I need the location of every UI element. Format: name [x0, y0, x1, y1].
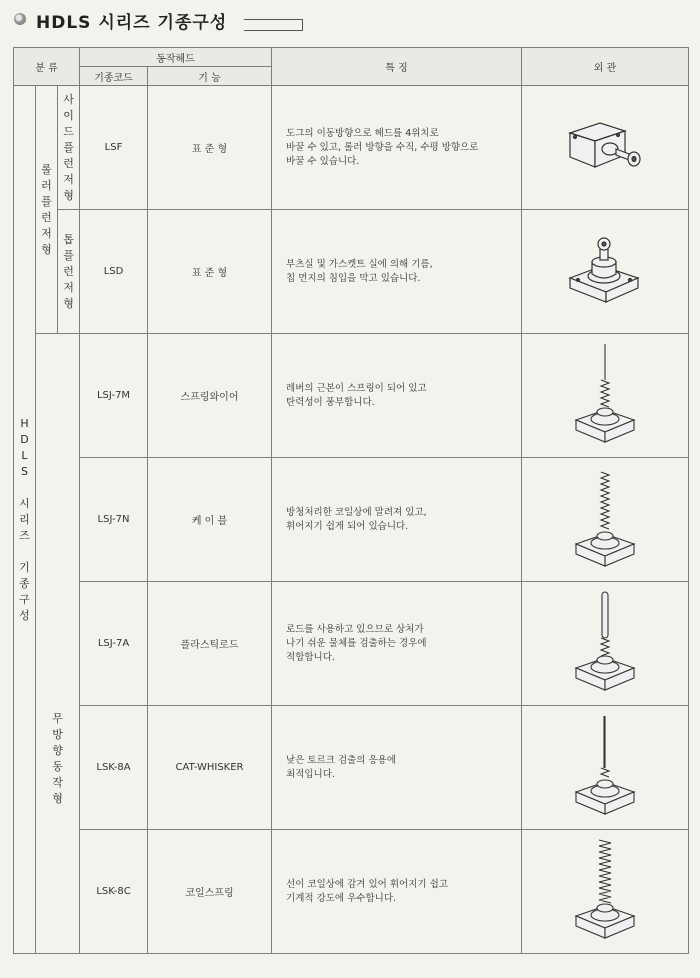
appearance-lsj-7m	[522, 334, 689, 458]
title-area	[14, 8, 304, 38]
features-lsj-7n: 방청처리한 코일상에 말려져 있고, 휘어지기 쉽게 되어 있습니다.	[272, 458, 522, 582]
function-lsj-7a: 플라스틱로드	[148, 582, 272, 706]
top-plunger-switch-icon	[560, 232, 650, 312]
features-lsj-7a: 로드를 사용하고 있으므로 상처가 나기 쉬운 물체를 검출하는 경우에 적합합니다.	[272, 582, 522, 706]
function-lsf: 표 준 형	[148, 86, 272, 210]
header-model-code: 기종코드	[80, 67, 148, 86]
appearance-lsd	[522, 210, 689, 334]
model-code-lsj-7n: LSJ-7N	[80, 458, 148, 582]
header-features: 특 징	[272, 48, 522, 86]
cable-switch-icon	[570, 464, 640, 576]
features-lsj-7m: 레버의 근본이 스프링이 되어 있고 탄력성이 풍부합니다.	[272, 334, 522, 458]
features-lsk-8a: 낮은 토르크 검출의 응용에 최적입니다.	[272, 706, 522, 830]
appearance-lsj-7a	[522, 582, 689, 706]
bullet-icon	[14, 13, 26, 25]
features-lsk-8c: 선이 코일상에 감겨 있어 휘어지기 쉽고 기계적 강도에 우수합니다.	[272, 830, 522, 954]
function-lsd: 표 준 형	[148, 210, 272, 334]
header-operating-head: 동작헤드	[80, 48, 272, 67]
model-code-lsf: LSF	[80, 86, 148, 210]
model-code-lsk-8a: LSK-8A	[80, 706, 148, 830]
plastic-rod-switch-icon	[570, 588, 640, 700]
category-top-plunger: 톱 플 런 저 형	[58, 210, 80, 334]
appearance-lsf	[522, 86, 689, 210]
model-code-lsd: LSD	[80, 210, 148, 334]
page-title: HDLS 시리즈 기종구성	[36, 13, 228, 33]
function-lsk-8a: CAT-WHISKER	[148, 706, 272, 830]
model-code-lsk-8c: LSK-8C	[80, 830, 148, 954]
appearance-lsk-8c	[522, 830, 689, 954]
function-lsj-7n: 케 이 블	[148, 458, 272, 582]
category-main: H D L S 시 리 즈 기 종 구 성	[14, 86, 36, 954]
appearance-lsj-7n	[522, 458, 689, 582]
coil-spring-switch-icon	[570, 836, 640, 948]
title-decoration	[244, 19, 303, 31]
category-roller-plunger: 롤 러 플 런 저 형	[36, 86, 58, 334]
header-appearance: 외 관	[522, 48, 689, 86]
function-lsk-8c: 코일스프링	[148, 830, 272, 954]
model-code-lsj-7m: LSJ-7M	[80, 334, 148, 458]
category-omni: 무 방 향 동 작 형	[36, 334, 80, 954]
features-lsf: 도그의 이동방향으로 헤드를 4위치로 바꿀 수 있고, 롤러 방향을 수직, 수평 방향으로 바꿀 수 있습니다.	[272, 86, 522, 210]
features-lsd: 부츠실 및 가스켓트 실에 의해 기름, 칩 먼지의 침입을 막고 있습니다.	[272, 210, 522, 334]
header-bunryu: 분 류	[14, 48, 80, 86]
spec-table	[13, 47, 689, 954]
cat-whisker-switch-icon	[570, 712, 640, 824]
header-function: 기 능	[148, 67, 272, 86]
function-lsj-7m: 스프링와이어	[148, 334, 272, 458]
model-code-lsj-7a: LSJ-7A	[80, 582, 148, 706]
category-side-plunger: 사 이 드 플 런 저 형	[58, 86, 80, 210]
side-plunger-switch-icon	[560, 113, 650, 183]
spring-wire-switch-icon	[570, 340, 640, 452]
appearance-lsk-8a	[522, 706, 689, 830]
